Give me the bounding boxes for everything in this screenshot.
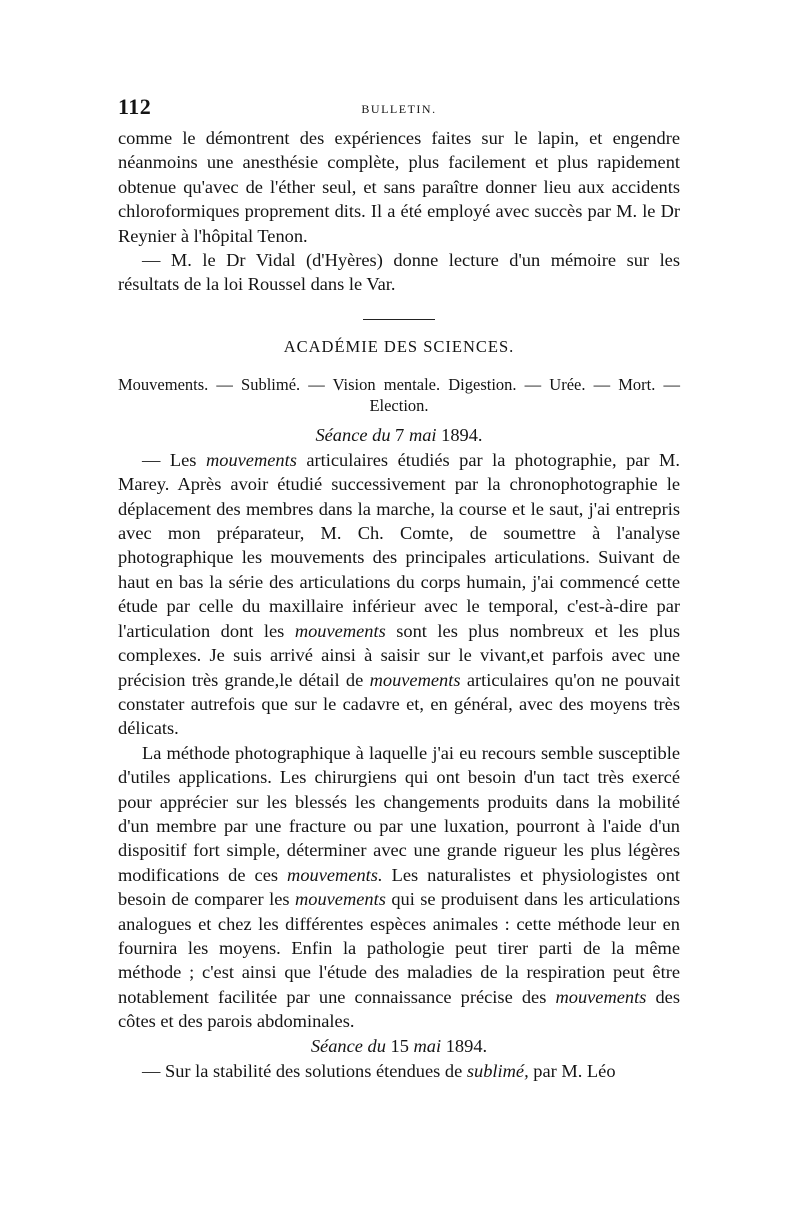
marey-text-2: sont les plus nombreux et les plus complexes. Je suis arrivé ainsi à saisir sur le vivant,et parfois avec une précision très grande,le détail de	[118, 620, 680, 690]
seance-day: 7	[395, 424, 405, 445]
methode-text-2: Les naturalistes et physiologistes ont besoin de comparer les	[118, 864, 680, 910]
keyword-mouvements: mouvements	[205, 449, 297, 470]
continuation-paragraph: comme le démontrent des expériences faites sur le lapin, et engendre néanmoins une anesthésie complète, plus facilement et plus rapidement obtenue qu'avec de l'éther seul, et sans paraître donner lieu aux accidents chloroformiques proprement dits. Il a été employé avec succès par M. le Dr Reynier à l'hôpital Tenon.	[118, 128, 680, 246]
seance-year: 1894.	[441, 424, 483, 445]
keyword-mouvements: mouvements.	[287, 864, 383, 885]
seance-year: 1894.	[445, 1035, 488, 1056]
keyword-mouvements: mouvements	[294, 620, 386, 641]
seance-prefix: Séance du	[310, 1035, 386, 1056]
section-divider	[363, 319, 435, 320]
methode-text-4: des côtes et des parois abdominales.	[118, 986, 680, 1032]
marey-lead: — Les	[142, 449, 197, 470]
keyword-mouvements: mouvements	[555, 986, 647, 1007]
seance-prefix: Séance du	[315, 424, 391, 445]
page-number: 112	[118, 94, 152, 119]
section-title: ACADÉMIE DES SCIENCES.	[283, 336, 515, 356]
journal-page	[118, 92, 680, 1083]
seance-month: mai	[408, 424, 437, 445]
seance-heading-15-mai	[118, 1034, 680, 1059]
methode-paragraph	[118, 741, 680, 1034]
marey-text-1: articulaires étudiés par la photographie, par M. Marey. Après avoir étudié successivement par la chronophotographie le déplacement des membres dans la marche, la course et le saut, j'ai entrepris avec mon préparateur, M. Ch. Comte, de soumettre à l'analyse photographique les mouvements des principales articulations. Suivant de haut en bas la série des articulations du corps humain, j'ai commencé cette étude par celle du maxillaire inférieur avec le temporal, c'est-à-dire par l'articulation dont les	[118, 449, 681, 641]
vidal-paragraph: — M. le Dr Vidal (d'Hyères) donne lecture d'un mémoire sur les résultats de la loi Roussel dans le Var.	[118, 250, 680, 295]
methode-text-3: qui se produisent dans les articulations analogues et chez les différentes espèces animales : cette méthode leur en fournira les moyens. Enfin la pathologie peut tirer parti de la même méthode ; c'est ainsi que l'étude des maladies de la respiration peut être notablement facilitée par une connaissance précise des	[118, 889, 680, 1007]
marey-text-3: articulaires qu'on ne pouvait constater autrefois que sur le cadavre et, en général, avec des moyens très délicats.	[118, 669, 681, 739]
seance-day: 15	[390, 1035, 409, 1056]
leo-paragraph	[118, 1059, 680, 1083]
keyword-mouvements: mouvements	[369, 669, 461, 690]
marey-paragraph	[118, 448, 680, 741]
page-header	[118, 92, 680, 126]
leo-lead: — Sur la stabilité des solutions étendues de	[142, 1060, 463, 1081]
methode-text-1: La méthode photographique à laquelle j'ai eu recours semble susceptible d'utiles applications. Les chirurgiens qui ont besoin d'un tact très exercé pour apprécier sur les blessés les changements produits dans la mobilité d'un membre par une fracture ou par une luxation, pourront à l'aide d'un dispositif fort simple, déterminer avec une grande rigueur les plus légères modifications de ces	[118, 742, 680, 885]
seance-month: mai	[413, 1035, 442, 1056]
keyword-mouvements: mouvements	[294, 889, 386, 910]
leo-tail: par M. Léo	[533, 1060, 616, 1081]
keyword-sublime: sublimé,	[466, 1060, 529, 1081]
running-title: BULLETIN.	[361, 102, 437, 116]
section-summary: Mouvements. — Sublimé. — Vision mentale. Digestion. — Urée. — Mort. — Election.	[118, 374, 680, 416]
seance-heading-7-mai	[118, 423, 680, 448]
